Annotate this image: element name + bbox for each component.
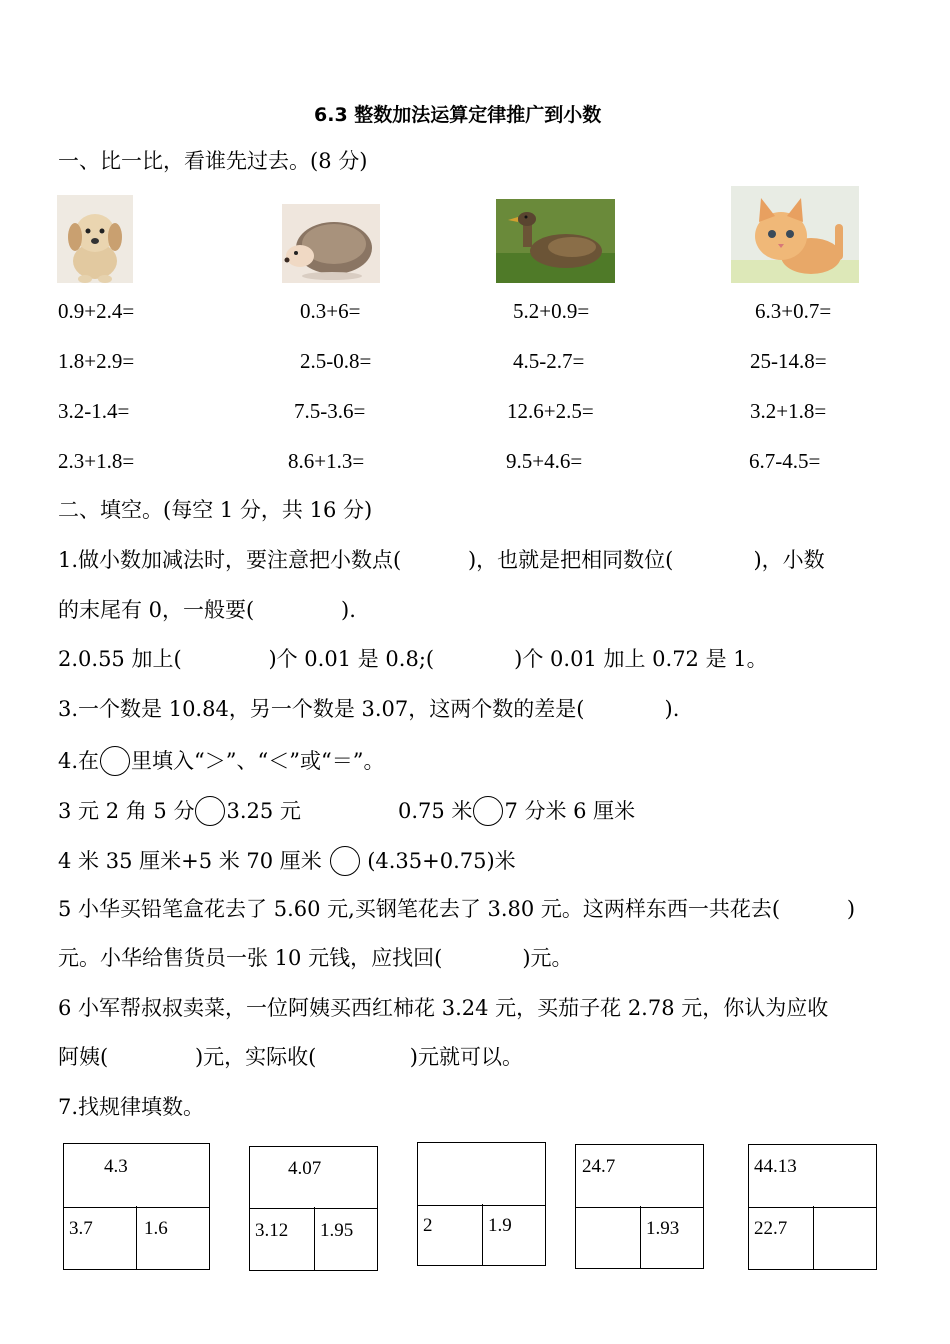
comparison-right: 3.25 元 [226,799,301,823]
expression: 1.8+2.9= [58,349,135,373]
expression: 3.2+1.8= [750,399,827,423]
pattern-box [249,1146,378,1271]
comparison-left: 3 元 2 角 5 分 [58,799,195,823]
hedgehog-icon [282,204,380,283]
question-4-suffix: 里填入“＞”、“＜”或“＝”。 [131,749,385,773]
question-2: 2.0.55 加上( )个 0.01 是 0.8;( )个 0.01 加上 0.72 是 1。 [58,647,768,671]
expression: 9.5+4.6= [506,449,583,473]
expression: 5.2+0.9= [513,299,590,323]
comparison-left: 4 米 35 厘米+5 米 70 厘米 [58,849,322,873]
comparison-left: 0.75 米 [398,799,473,823]
question-4 [58,746,384,776]
expression: 6.3+0.7= [755,299,832,323]
pattern-right-value: 1.6 [144,1218,168,1239]
question-1-line-2: 的末尾有 0，一般要( ). [58,598,356,622]
comparison-right: (4.35+0.75)米 [367,849,516,873]
expression: 12.6+2.5= [507,399,594,423]
expression: 7.5-3.6= [294,399,366,423]
question-6-line-2: 阿姨( )元，实际收( )元就可以。 [58,1045,524,1069]
pattern-left-value: 22.7 [754,1218,788,1239]
pattern-top-value: 44.13 [754,1156,797,1177]
pattern-right-value: 1.93 [646,1218,680,1239]
pattern-box [417,1142,546,1266]
pattern-top-value: 4.07 [288,1158,322,1179]
puppy-icon [57,195,133,283]
comparison-2 [398,796,635,826]
duck-icon [496,199,615,283]
pattern-left-value: 3.12 [255,1220,289,1241]
pattern-right-value: 1.9 [488,1215,512,1236]
question-3: 3.一个数是 10.84，另一个数是 3.07，这两个数的差是( ). [58,697,680,721]
pattern-top-value: 4.3 [104,1156,128,1177]
comparison-right: 7 分米 6 厘米 [504,799,636,823]
expression: 25-14.8= [750,349,827,373]
pattern-left-value: 2 [423,1215,433,1236]
comparison-3 [58,846,516,876]
expression: 0.9+2.4= [58,299,135,323]
expression: 2.5-0.8= [300,349,372,373]
pattern-box [63,1143,210,1270]
expression: 8.6+1.3= [288,449,365,473]
comparison-1 [58,796,301,826]
question-7: 7.找规律填数。 [58,1095,205,1119]
pattern-right-value: 1.95 [320,1220,354,1241]
question-5-line-2: 元。小华给售货员一张 10 元钱，应找回( )元。 [58,946,573,970]
compare-circle-icon [100,746,130,776]
question-5-line-1: 5 小华买铅笔盒花去了 5.60 元,买钢笔花去了 3.80 元。这两样东西一共花去( ) [58,897,856,921]
section2-heading: 二、填空。(每空 1 分，共 16 分) [58,498,373,522]
kitten-icon [731,186,859,283]
compare-circle-icon[interactable] [195,796,225,826]
pattern-top-value: 24.7 [582,1156,616,1177]
pattern-left-value: 3.7 [69,1218,93,1239]
section1-heading: 一、比一比，看谁先过去。(8 分) [58,149,368,173]
page-title: 6.3 整数加法运算定律推广到小数 [314,104,602,126]
expression: 2.3+1.8= [58,449,135,473]
expression: 6.7-4.5= [749,449,821,473]
expression: 3.2-1.4= [58,399,130,423]
expression: 4.5-2.7= [513,349,585,373]
compare-circle-icon[interactable] [473,796,503,826]
question-4-prefix: 4.在 [58,749,100,773]
question-6-line-1: 6 小军帮叔叔卖菜，一位阿姨买西红柿花 3.24 元，买茄子花 2.78 元，你认为应收 [58,996,829,1020]
question-1-line-1: 1.做小数加减法时，要注意把小数点( )，也就是把相同数位( )，小数 [58,548,825,572]
expression: 0.3+6= [300,299,361,323]
pattern-box [575,1144,704,1269]
pattern-box [748,1144,877,1270]
compare-circle-icon[interactable] [330,846,360,876]
